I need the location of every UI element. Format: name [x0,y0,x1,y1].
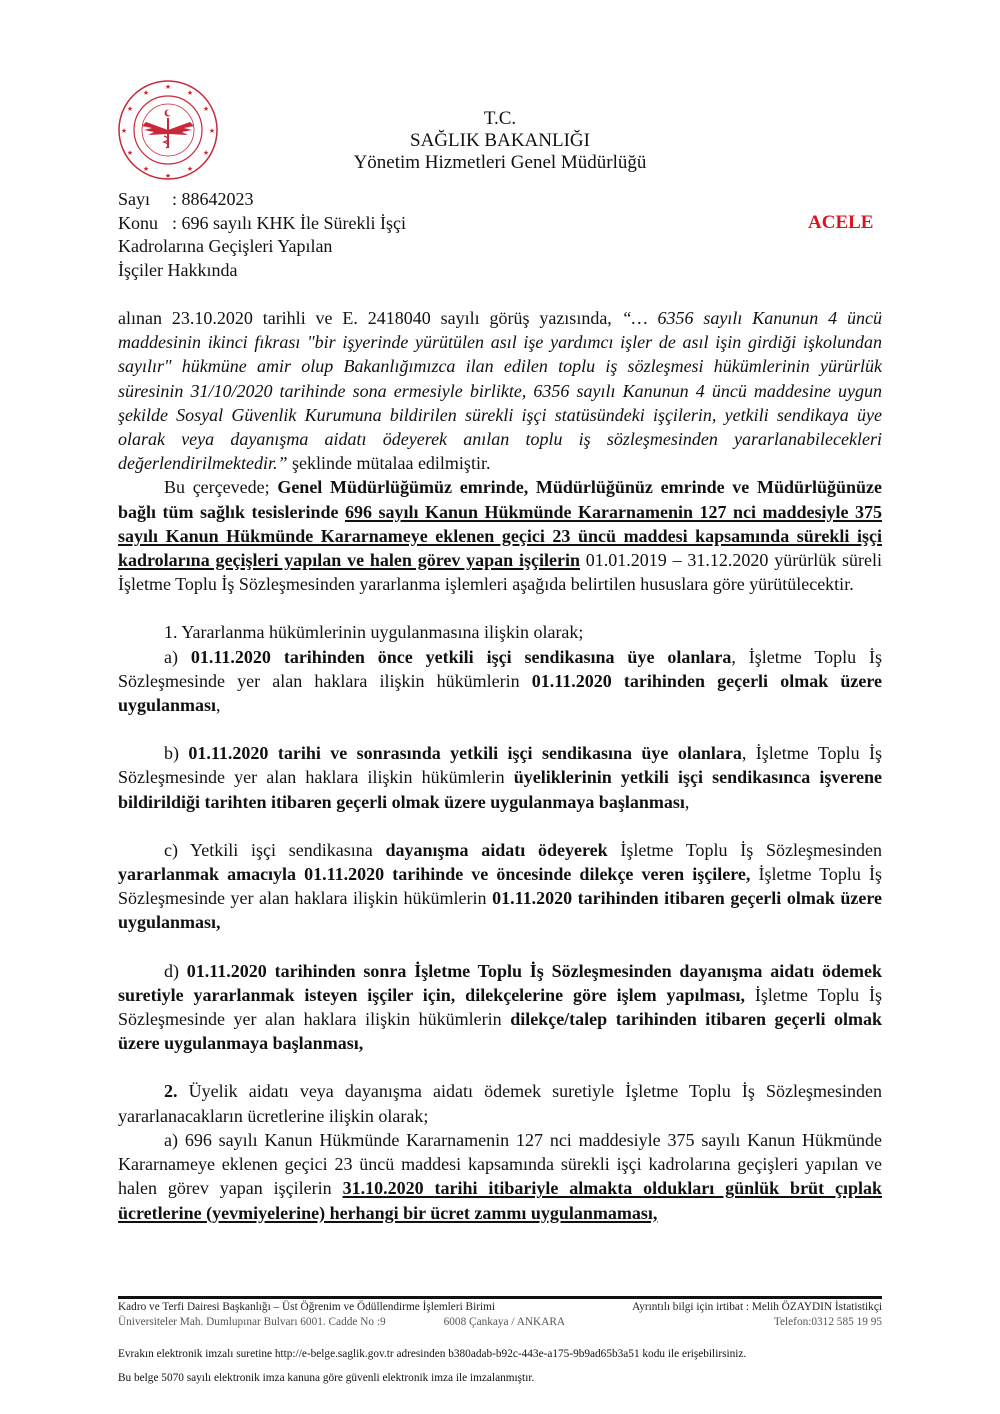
bold-text: 01.11.2020 tarihi ve sonrasında yetkili işçi sendikasına üye olanlara [188,743,742,764]
text: , [216,695,221,716]
esignature-law-text: Bu belge 5070 sayılı elektronik imza kanuna göre güvenli elektronik imza ile imzalanmıştır. [118,1372,535,1384]
ministry-of-health-seal-icon [116,78,220,182]
paragraph-framework [118,475,882,596]
svg-text:★: ★ [208,127,216,135]
bold-text: 01.11.2020 tarihinden itibaren geçerli olmak üzere uygulanması, [118,888,882,933]
text: Üyelik aidatı veya dayanışma aidatı ödemek suretiyle İşletme Toplu İş Sözleşmesinden yararlanacakların ücretlerine ilişkin olarak; [118,1081,882,1126]
subject-line-2: Kadrolarına Geçişleri Yapılan [118,236,333,256]
svg-text:★: ★ [142,165,150,173]
bold-text: dayanışma aidatı ödeyerek [385,839,608,860]
footer-phone: Telefon:0312 585 19 95 [773,1316,882,1328]
document-number-label: Sayı [118,189,151,209]
subject-label: Konu [118,212,158,233]
section-number: 2. [164,1081,178,1102]
section-1d [118,959,882,1056]
text: İşletme Toplu İş Sözleşmesinde yer alan haklara ilişkin hükümlerin [118,864,882,909]
bold-underlined-text: 696 sayılı Kanun Hükmünde Kararnamenin 127 nci maddesiyle 375 sayılı Kanun Hükmünde Kararnameye eklenen geçici 23 üncü maddesi kapsamında sürekli işçi kadrolarına geçişleri yapılan ve halen görev yapan işçilerin [118,501,882,571]
text: şeklinde mütalaa edilmiştir. [287,453,491,474]
urgent-badge: ACELE [808,212,874,233]
footer-unit: Kadro ve Terfi Dairesi Başkanlığı – Üst Öğrenim ve Ödüllendirme İşlemleri Birimi [118,1301,496,1313]
esignature-verify-text: Evrakın elektronik imzalı suretine http://e-belge.saglik.gov.tr adresinden b380adab-b92c-443e-a175-9b9ad65b3a51 kodu ile erişebilirsiniz. [118,1348,747,1360]
paragraph-opinion [118,306,882,475]
bold-text: üyeliklerinin yetkili işçi sendikasınca işverene bildirildiği tarihten itibaren geçerli olmak üzere uygulanmaya başlanması [118,767,882,812]
header-line-tc: T.C. [483,108,517,129]
text: , [684,791,690,812]
text: c) Yetkili işçi sendikasına [164,839,386,860]
text: a) 696 sayılı Kanun Hükmünde Kararnamenin 127 nci maddesiyle 375 sayılı Kanun Hükmünde Kararnameye eklenen geçici 23 üncü maddesi kapsamında sürekli işçi kadrolarına geçişleri yapılan ve halen görev yapan işçilerin [118,1129,882,1199]
section-2a [118,1128,882,1225]
text: İşletme Toplu İş Sözleşmesinden [607,839,883,860]
header-directorate-name: Yönetim Hizmetleri Genel Müdürlüğü [353,152,647,173]
bold-text: dilekçe/talep tarihinden itibaren geçerli olmak üzere uygulanmaya başlanması, [118,1009,883,1054]
bold-text: 01.11.2020 tarihinden geçerli olmak üzere uygulanması [118,670,882,716]
text: , İşletme Toplu İş Sözleşmesinde yer alan haklara ilişkin hükümlerin [118,743,882,788]
bold-underlined-text: 31.10.2020 tarihi itibariyle almakta oldukları günlük brüt çıplak ücretlerine (yevmiyelerine) herhangi bir ücret zammı uygulanmaması, [118,1178,882,1223]
section-1c [118,838,882,935]
bold-text: Genel Müdürlüğümüz emrinde, Müdürlüğünüz emrinde ve Müdürlüğünüze bağlı tüm sağlık tesislerinde [118,477,882,522]
header-ministry-name: SAĞLIK BAKANLIĞI [410,130,590,151]
footer-info [118,1300,882,1330]
text: , İşletme Toplu İş Sözleşmesinde yer alan haklara ilişkin hükümlerin [118,646,882,691]
esignature-notice [118,1342,918,1390]
footer-city: 6008 Çankaya / ANKARA [443,1316,566,1328]
text: b) [164,743,189,764]
document-number-value: : 88642023 [172,189,254,209]
text: İşletme Toplu İş Sözleşmesinde yer alan haklara ilişkin hükümlerin [118,984,882,1030]
section-1-title: 1. Yararlanma hükümlerinin uygulanmasına ilişkin olarak; [164,622,584,643]
bold-text: 01.11.2020 tarihinden önce yetkili işçi sendikasına üye olanlara [190,646,732,667]
svg-text:★: ★ [202,105,210,113]
text: a) [164,646,191,667]
svg-text:★: ★ [120,127,128,135]
document-body [118,306,882,1225]
document-number-row [118,188,254,212]
svg-text:★: ★ [126,149,134,157]
text: 01.01.2019 – 31.12.2020 yürürlük süreli İşletme Toplu İş Sözleşmesinden yararlanma işlemleri aşağıda belirtilen hususlara göre yürütülecektir. [118,550,882,595]
svg-text:★: ★ [202,149,210,157]
section-2-title [118,1079,882,1127]
bold-text: yararlanmak amacıyla 01.11.2020 tarihinde ve öncesinde dilekçe veren işçilere, [118,864,751,885]
footer-contact: Ayrıntılı bilgi için irtibat : Melih ÖZAYDIN İstatistikçi [632,1301,882,1313]
svg-text:★: ★ [186,165,194,173]
bold-text: 01.11.2020 tarihinden sonra İşletme Toplu İş Sözleşmesinden dayanışma aidatı ödemek suretiyle yararlanmak isteyen işçiler için, dilekçelerine göre işlem yapılması, [118,960,882,1005]
section-1a [118,645,882,718]
footer-divider [118,1296,882,1299]
subject-row [118,212,406,236]
svg-text:★: ★ [164,83,172,91]
svg-text:★: ★ [142,89,150,97]
subject-line-3: İşçiler Hakkında [118,259,238,280]
svg-text:★: ★ [164,172,172,180]
svg-text:★: ★ [126,105,134,113]
footer-address: Üniversiteler Mah. Dumlupınar Bulvarı 6001. Cadde No :9 [118,1316,386,1328]
svg-text:★: ★ [186,89,194,97]
quoted-opinion: “… 6356 sayılı Kanunun 4 üncü maddesinin ikinci fıkrası "bir işyerinde yürütülen asıl işe yardımcı işler de asıl işin girdiği işkolundan sayılır" hükmüne amir olup Bakanlığımızca ilan edilen toplu iş sözleşmesi hükümlerinin yürürlük süresinin 31/10/2020 tarihinde sona ermesiyle birlikte, 6356 sayılı Kanunun 4 üncü maddesine uygun şekilde Sosyal Güvenlik Kurumuna bildirilen sürekli işçi statüsündeki işçilerin, yetkili sendikaya üye olarak veya dayanışma aidatı ödeyerek anılan toplu iş sözleşmesinden yararlanabilecekleri değerlendirilmektedir.” [118,308,882,474]
text: Bu çerçevede; [164,477,278,498]
subject-line-1: : 696 sayılı KHK İle Sürekli İşçi [172,212,406,233]
text: alınan 23.10.2020 tarihli ve E. 2418040 sayılı görüş yazısında, [118,308,622,328]
text: d) [164,960,187,981]
section-1b [118,741,882,814]
